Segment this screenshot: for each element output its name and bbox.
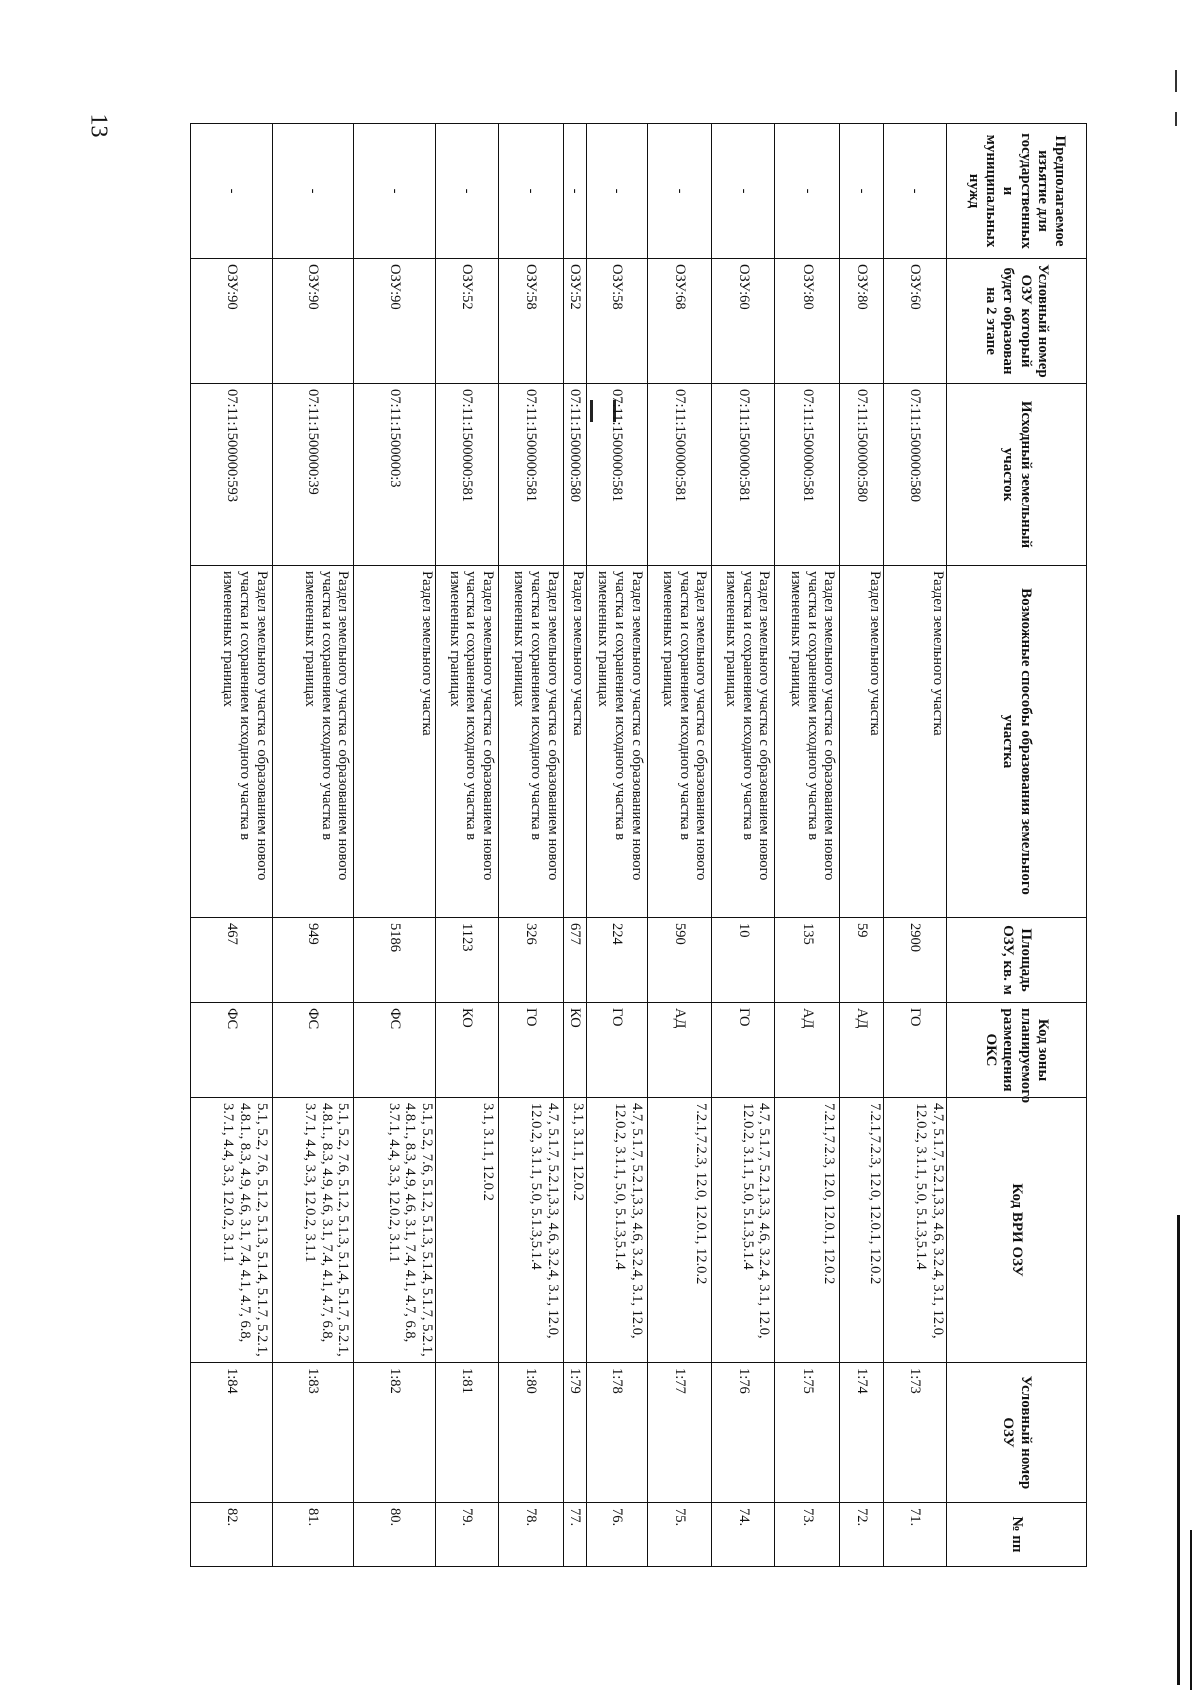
ozu-stage2-cell: ОЗУ:80 — [840, 259, 884, 384]
header-area: Площадь ОЗУ, кв. м — [947, 918, 1087, 1003]
method-cell: Раздел земельного участка с образованием нового участка и сохранением исходного участка в измененных границах — [647, 566, 712, 918]
header-seizure: Предполагаемое изъятие для государственных и муниципальных нужд — [947, 124, 1087, 259]
table-row — [191, 124, 273, 1567]
row-number-cell: 71. — [884, 1503, 947, 1567]
row-number-cell: 76. — [586, 1503, 647, 1567]
area-cell: 467 — [191, 918, 273, 1003]
table-row — [272, 124, 354, 1567]
method-cell: Раздел земельного участка с образованием нового участка и сохранением исходного участка в измененных границах — [191, 566, 273, 918]
seizure-cell: - — [563, 124, 586, 259]
header-zone-code: Код зоны планируемого размещения ОКС — [947, 1003, 1087, 1098]
seizure-cell: - — [354, 124, 436, 259]
ozu-number-cell: 1:76 — [712, 1363, 775, 1503]
seizure-cell: - — [884, 124, 947, 259]
table-row — [884, 124, 947, 1567]
ozu-number-cell: 1:82 — [354, 1363, 436, 1503]
area-cell: 10 — [712, 918, 775, 1003]
method-cell: Раздел земельного участка с образованием нового участка и сохранением исходного участка в измененных границах — [272, 566, 354, 918]
rotated-table-wrapper — [190, 123, 1087, 1566]
vri-code-cell: 7.2.1,7.2.3, 12.0, 12.0.1, 12.0.2 — [775, 1098, 840, 1363]
vri-code-cell: 4.7, 5.1.7, 5.2.1,3.3, 4.6, 3.2.4, 3.1, 12.0, 12.0.2, 3.1.1, 5.0, 5.1.3,5.1.4 — [884, 1098, 947, 1363]
area-cell: 677 — [563, 918, 586, 1003]
zone-code-cell: АД — [775, 1003, 840, 1098]
ozu-number-cell: 1:77 — [647, 1363, 712, 1503]
ozu-stage2-cell: ОЗУ:58 — [498, 259, 563, 384]
page-number: 13 — [85, 113, 112, 138]
margin-tick — [1175, 70, 1177, 92]
vri-code-cell: 4.7, 5.1.7, 5.2.1,3.3, 4.6, 3.2.4, 3.1, 12.0, 12.0.2, 3.1.1, 5.0, 5.1.3,5.1.4 — [586, 1098, 647, 1363]
ozu-stage2-cell: ОЗУ:52 — [563, 259, 586, 384]
ozu-stage2-cell: ОЗУ:52 — [436, 259, 499, 384]
zone-code-cell: ГО — [498, 1003, 563, 1098]
source-plot-cell: 07:11:1500000:593 — [191, 384, 273, 566]
method-cell: Раздел земельного участка — [563, 566, 586, 918]
header-vri-code: Код ВРИ ОЗУ — [947, 1098, 1087, 1363]
source-plot-cell: 07:11:1500000:580 — [563, 384, 586, 566]
area-cell: 326 — [498, 918, 563, 1003]
ozu-number-cell: 1:75 — [775, 1363, 840, 1503]
ozu-number-cell: 1:74 — [840, 1363, 884, 1503]
table-row — [436, 124, 499, 1567]
land-plots-table — [190, 123, 1087, 1567]
source-plot-cell: 07:11:1500000:581 — [775, 384, 840, 566]
source-plot-cell: 07:11:1500000:580 — [840, 384, 884, 566]
vri-code-cell: 7.2.1,7.2.3, 12.0, 12.0.1, 12.0.2 — [840, 1098, 884, 1363]
vri-code-cell: 3.1, 3.1.1, 12.0.2 — [563, 1098, 586, 1363]
source-plot-cell: 07:11:1500000:581 — [647, 384, 712, 566]
margin-line — [1177, 1215, 1180, 1685]
row-number-cell: 82. — [191, 1503, 273, 1567]
area-cell: 2900 — [884, 918, 947, 1003]
source-plot-cell: 07:11:1500000:39 — [272, 384, 354, 566]
zone-code-cell: ФС — [354, 1003, 436, 1098]
area-cell: 949 — [272, 918, 354, 1003]
table-row — [354, 124, 436, 1567]
seizure-cell: - — [775, 124, 840, 259]
ozu-number-cell: 1:79 — [563, 1363, 586, 1503]
ozu-stage2-cell: ОЗУ:90 — [354, 259, 436, 384]
row-number-cell: 77. — [563, 1503, 586, 1567]
method-cell: Раздел земельного участка — [884, 566, 947, 918]
ozu-number-cell: 1:83 — [272, 1363, 354, 1503]
seizure-cell: - — [191, 124, 273, 259]
ozu-number-cell: 1:73 — [884, 1363, 947, 1503]
vri-code-cell: 5.1, 5.2, 7.6, 5.1.2, 5.1.3, 5.1.4, 5.1.7, 5.2.1, 4.8.1., 8.3, 4.9, 4.6, 3.1, 7.4, 4.1, 4.7, 6.8, 3.7.1, 4.4, 3.3, 12.0.2, 3.1.1 — [272, 1098, 354, 1363]
zone-code-cell: ГО — [712, 1003, 775, 1098]
row-number-cell: 74. — [712, 1503, 775, 1567]
vri-code-cell: 4.7, 5.1.7, 5.2.1,3.3, 4.6, 3.2.4, 3.1, 12.0, 12.0.2, 3.1.1, 5.0, 5.1.3,5.1.4 — [712, 1098, 775, 1363]
area-cell: 5186 — [354, 918, 436, 1003]
header-ozu-stage2: Условный номер ОЗУ который будет образован на 2 этапе — [947, 259, 1087, 384]
seizure-cell: - — [272, 124, 354, 259]
ozu-stage2-cell: ОЗУ:58 — [586, 259, 647, 384]
margin-tick — [1175, 112, 1177, 126]
zone-code-cell: КО — [436, 1003, 499, 1098]
zone-code-cell: ГО — [586, 1003, 647, 1098]
ozu-stage2-cell: ОЗУ:90 — [191, 259, 273, 384]
source-plot-cell: 07:11:1500000:580 — [884, 384, 947, 566]
seizure-cell: - — [586, 124, 647, 259]
ozu-stage2-cell: ОЗУ:60 — [712, 259, 775, 384]
vri-code-cell: 5.1, 5.2, 7.6, 5.1.2, 5.1.3, 5.1.4, 5.1.7, 5.2.1, 4.8.1., 8.3, 4.9, 4.6, 3.1, 7.4, 4.1, 4.7, 6.8, 3.7.1, 4.4, 3.3, 12.0.2, 3.1.1 — [191, 1098, 273, 1363]
zone-code-cell: КО — [563, 1003, 586, 1098]
vri-code-cell: 3.1, 3.1.1, 12.0.2 — [436, 1098, 499, 1363]
area-cell: 590 — [647, 918, 712, 1003]
table-row — [563, 124, 586, 1567]
source-plot-cell: 07:11:1500000:3 — [354, 384, 436, 566]
table-header-row — [947, 124, 1087, 1567]
ozu-stage2-cell: ОЗУ:90 — [272, 259, 354, 384]
ozu-number-cell: 1:84 — [191, 1363, 273, 1503]
row-number-cell: 72. — [840, 1503, 884, 1567]
row-number-cell: 75. — [647, 1503, 712, 1567]
table-row — [712, 124, 775, 1567]
method-cell: Раздел земельного участка с образованием нового участка и сохранением исходного участка в измененных границах — [436, 566, 499, 918]
zone-code-cell: ГО — [884, 1003, 947, 1098]
source-plot-cell: 07:11:1500000:581 — [712, 384, 775, 566]
ozu-number-cell: 1:78 — [586, 1363, 647, 1503]
seizure-cell: - — [436, 124, 499, 259]
table-row — [840, 124, 884, 1567]
ozu-number-cell: 1:81 — [436, 1363, 499, 1503]
table-row — [498, 124, 563, 1567]
seizure-cell: - — [498, 124, 563, 259]
ozu-stage2-cell: ОЗУ:80 — [775, 259, 840, 384]
row-number-cell: 73. — [775, 1503, 840, 1567]
method-cell: Раздел земельного участка — [840, 566, 884, 918]
table-row — [775, 124, 840, 1567]
header-method: Возможные способы образования земельного участка — [947, 566, 1087, 918]
area-cell: 59 — [840, 918, 884, 1003]
seizure-cell: - — [712, 124, 775, 259]
vri-code-cell: 4.7, 5.1.7, 5.2.1,3.3, 4.6, 3.2.4, 3.1, 12.0, 12.0.2, 3.1.1, 5.0, 5.1.3,5.1.4 — [498, 1098, 563, 1363]
margin-line-secondary — [1190, 1530, 1192, 1690]
row-number-cell: 79. — [436, 1503, 499, 1567]
ozu-stage2-cell: ОЗУ:60 — [884, 259, 947, 384]
header-ozu-number: Условный номер ОЗУ — [947, 1363, 1087, 1503]
area-cell: 1123 — [436, 918, 499, 1003]
header-row-number: № пп — [947, 1503, 1087, 1567]
ozu-number-cell: 1:80 — [498, 1363, 563, 1503]
row-number-cell: 80. — [354, 1503, 436, 1567]
table-row — [647, 124, 712, 1567]
area-cell: 135 — [775, 918, 840, 1003]
zone-code-cell: АД — [840, 1003, 884, 1098]
header-source-plot: Исходный земельный участок — [947, 384, 1087, 566]
source-plot-cell: 07:11:1500000:581 — [498, 384, 563, 566]
source-plot-cell: 07:11:1500000:581 — [586, 384, 647, 566]
method-cell: Раздел земельного участка с образованием нового участка и сохранением исходного участка в измененных границах — [586, 566, 647, 918]
area-cell: 224 — [586, 918, 647, 1003]
ozu-stage2-cell: ОЗУ:68 — [647, 259, 712, 384]
zone-code-cell: АД — [647, 1003, 712, 1098]
method-cell: Раздел земельного участка с образованием нового участка и сохранением исходного участка в измененных границах — [498, 566, 563, 918]
seizure-cell: - — [647, 124, 712, 259]
table-row — [586, 124, 647, 1567]
method-cell: Раздел земельного участка с образованием нового участка и сохранением исходного участка в измененных границах — [712, 566, 775, 918]
vri-code-cell: 5.1, 5.2, 7.6, 5.1.2, 5.1.3, 5.1.4, 5.1.7, 5.2.1, 4.8.1., 8.3, 4.9, 4.6, 3.1, 7.4, 4.1, 4.7, 6.8, 3.7.1, 4.4, 3.3, 12.0.2, 3.1.1 — [354, 1098, 436, 1363]
method-cell: Раздел земельного участка — [354, 566, 436, 918]
zone-code-cell: ФС — [272, 1003, 354, 1098]
vri-code-cell: 7.2.1,7.2.3, 12.0, 12.0.1, 12.0.2 — [647, 1098, 712, 1363]
row-number-cell: 81. — [272, 1503, 354, 1567]
zone-code-cell: ФС — [191, 1003, 273, 1098]
source-plot-cell: 07:11:1500000:581 — [436, 384, 499, 566]
seizure-cell: - — [840, 124, 884, 259]
row-number-cell: 78. — [498, 1503, 563, 1567]
method-cell: Раздел земельного участка с образованием нового участка и сохранением исходного участка в измененных границах — [775, 566, 840, 918]
